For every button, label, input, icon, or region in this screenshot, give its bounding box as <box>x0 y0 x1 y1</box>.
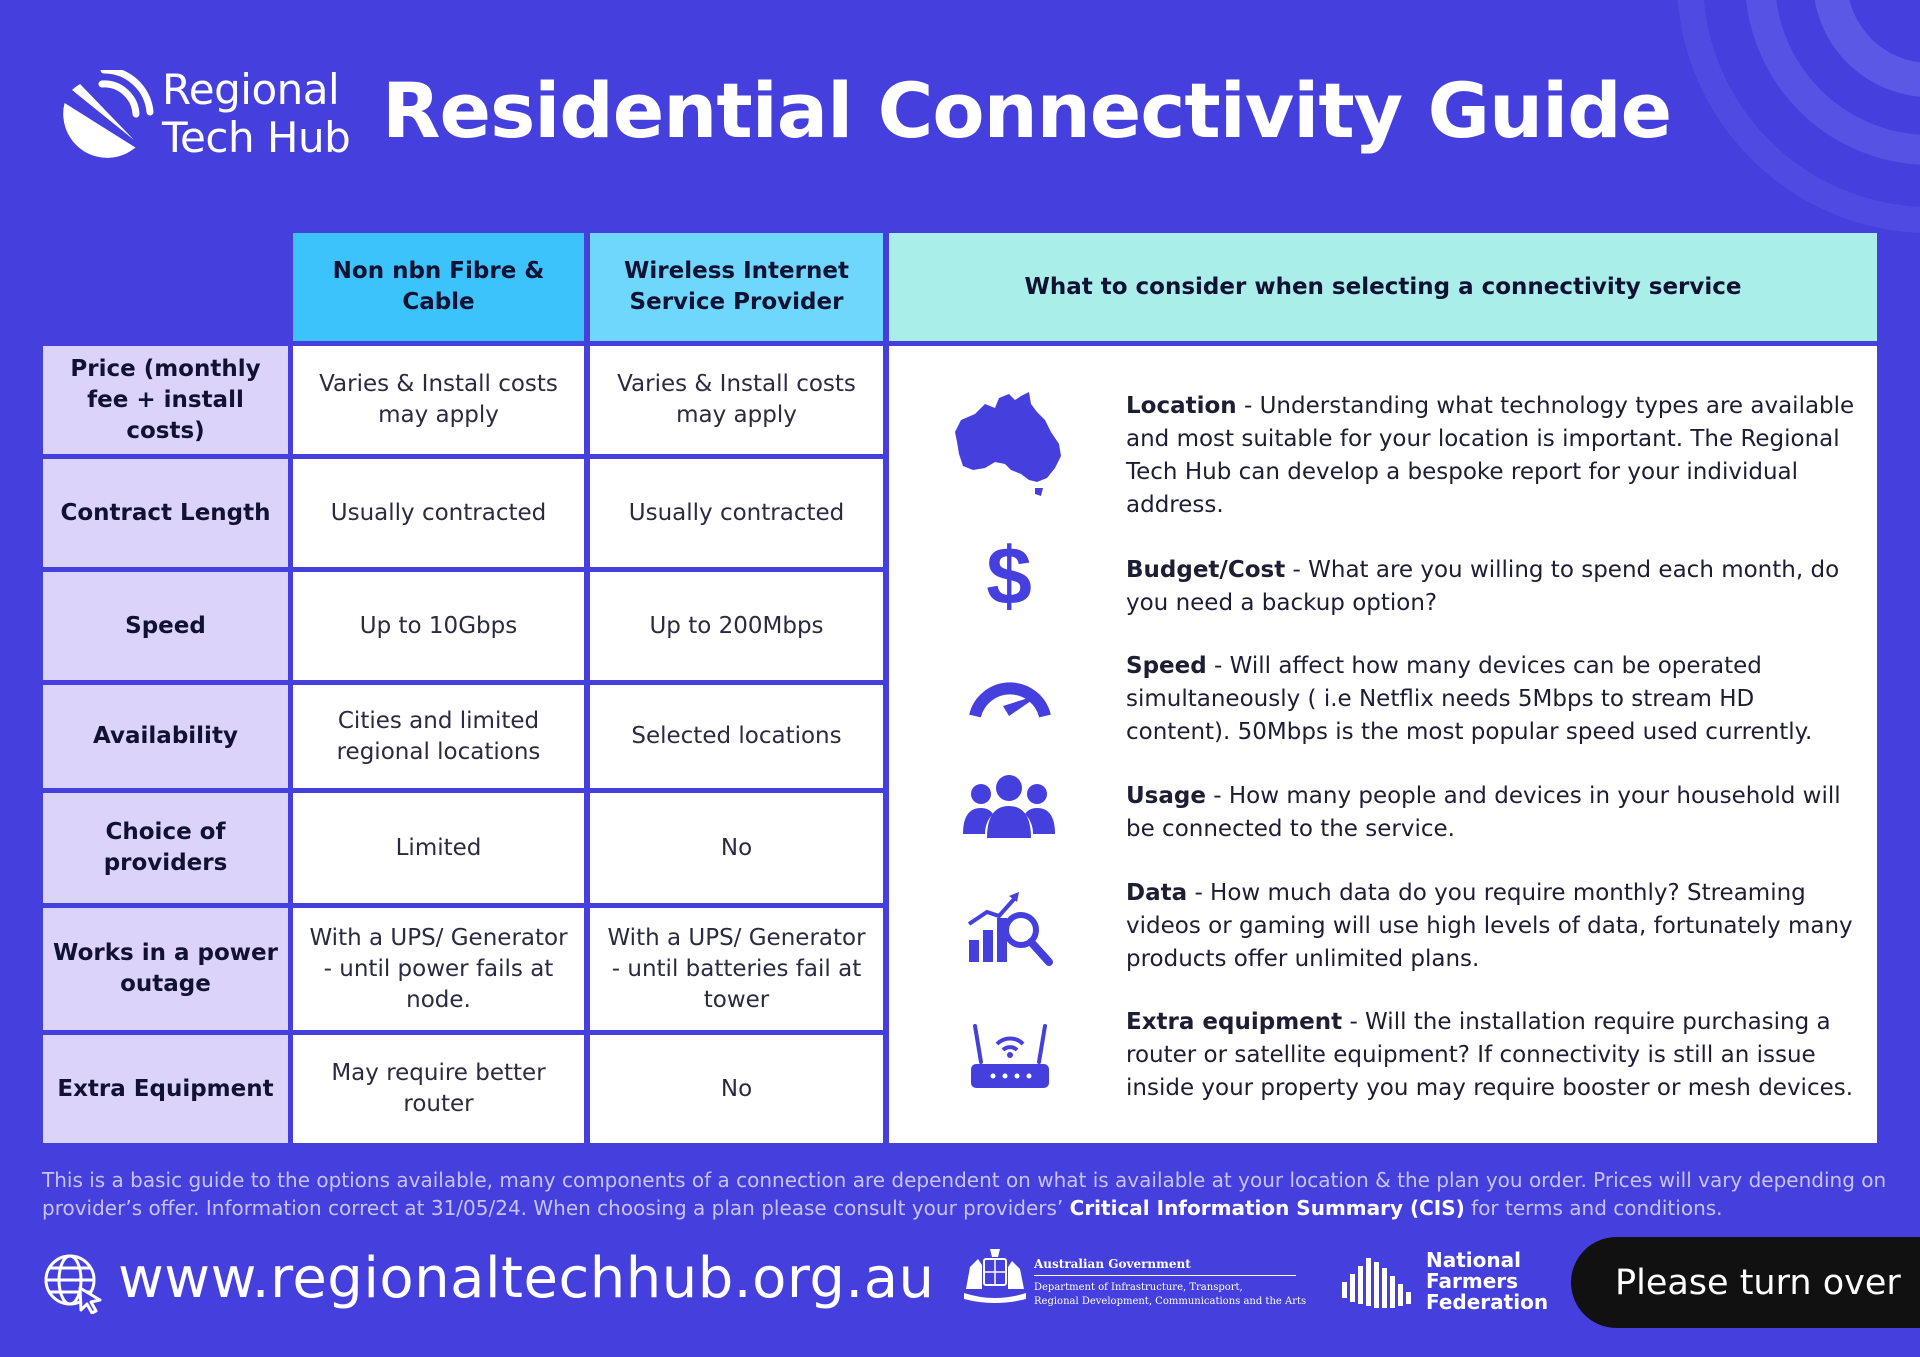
please-turn-over-badge <box>1571 1237 1920 1328</box>
cell-price-wireless: Varies & Install costs may apply <box>590 346 883 454</box>
gov-department <box>1034 1281 1314 1309</box>
consideration-description: - Will affect how many devices can be operated simultaneously ( i.e Netflix needs 5Mbps to stream HD content). 50Mbps is the most popular speed used currently. <box>1126 653 1813 745</box>
tech-hub-logo-icon <box>62 70 172 162</box>
disclaimer-text: This is a basic guide to the options available, many components of a connection are dependent on what is available at your location & the plan you order. Prices will vary depending on provider’s offer. Information correct at 31/05/24. When choosing a plan please consult your providers’ <box>42 1168 1887 1220</box>
column-header-fibre: Non nbn Fibre & Cable <box>293 233 584 341</box>
nff-line2: Farmers <box>1426 1269 1519 1293</box>
column-header-wireless: Wireless Internet Service Provider <box>590 233 883 341</box>
consideration-term: Extra equipment <box>1126 1009 1343 1035</box>
consideration-description: - How much data do you require monthly? Streaming videos or gaming will use high levels of data, fortunately many products offer unlimited plans. <box>1126 880 1853 972</box>
cell-power-outage-wireless: With a UPS/ Generator - until batteries fail at tower <box>590 908 883 1030</box>
cell-power-outage-fibre: With a UPS/ Generator - until power fails at node. <box>293 908 584 1030</box>
data-chart-icon <box>965 888 1055 966</box>
row-label-contract: Contract Length <box>43 459 288 567</box>
website-link[interactable]: www.regionaltechhub.org.au <box>118 1246 935 1311</box>
gov-divider <box>1034 1275 1296 1276</box>
row-label-speed: Speed <box>43 572 288 680</box>
brand-name <box>162 66 350 162</box>
cell-contract-fibre: Usually contracted <box>293 459 584 567</box>
cell-providers-wireless: No <box>590 793 883 903</box>
consideration-term: Usage <box>1126 783 1206 809</box>
gov-dept-line2: Regional Development, Communications and the Arts <box>1034 1296 1307 1307</box>
globe-cursor-icon <box>42 1252 104 1314</box>
coat-of-arms-icon <box>960 1245 1030 1309</box>
cell-price-fibre: Varies & Install costs may apply <box>293 346 584 454</box>
brand-name-line1: Regional <box>162 65 340 114</box>
consideration-extra-equipment <box>1126 1006 1856 1105</box>
turn-over-label: Please turn over <box>1615 1262 1901 1303</box>
page-title: Residential Connectivity Guide <box>382 66 1672 155</box>
brand-logo <box>62 66 362 166</box>
consideration-location <box>1126 390 1856 522</box>
nff-name <box>1426 1250 1548 1313</box>
nff-line1: National <box>1426 1248 1521 1272</box>
brand-name-line2: Tech Hub <box>162 113 351 162</box>
dollar-icon <box>979 536 1039 616</box>
cell-speed-wireless: Up to 200Mbps <box>590 572 883 680</box>
consideration-description: - Will the installation require purchasing a router or satellite equipment? If connectivity is still an issue inside your property you may require booster or mesh devices. <box>1126 1009 1854 1101</box>
column-header-considerations: What to consider when selecting a connectivity service <box>889 233 1877 341</box>
nff-logo <box>1340 1248 1549 1316</box>
consideration-budget <box>1126 554 1856 620</box>
considerations-panel <box>889 346 1877 1143</box>
consideration-usage <box>1126 780 1856 846</box>
consideration-term: Speed <box>1126 653 1207 679</box>
row-label-price: Price (monthly fee + install costs) <box>43 346 288 454</box>
speedometer-icon <box>965 654 1055 726</box>
disclaimer-text-end: for terms and conditions. <box>1464 1196 1723 1220</box>
row-label-providers: Choice of providers <box>43 793 288 903</box>
nff-wheat-icon <box>1340 1254 1416 1310</box>
consideration-data <box>1126 877 1856 976</box>
consideration-description: - What are you willing to spend each month, do you need a backup option? <box>1126 557 1840 616</box>
gov-dept-line1: Department of Infrastructure, Transport, <box>1034 1282 1243 1293</box>
row-label-power-outage: Works in a power outage <box>43 908 288 1030</box>
consideration-description: - How many people and devices in your household will be connected to the service. <box>1126 783 1841 842</box>
row-label-extra-equipment: Extra Equipment <box>43 1035 288 1143</box>
cell-providers-fibre: Limited <box>293 793 584 903</box>
cell-availability-fibre: Cities and limited regional locations <box>293 685 584 788</box>
people-icon <box>961 774 1057 840</box>
consideration-term: Budget/Cost <box>1126 557 1286 583</box>
australia-map-icon <box>951 390 1065 500</box>
svg-text:$: $ <box>986 536 1032 616</box>
disclaimer-cis: Critical Information Summary (CIS) <box>1069 1196 1465 1220</box>
nff-line3: Federation <box>1426 1290 1549 1314</box>
cell-speed-fibre: Up to 10Gbps <box>293 572 584 680</box>
australian-government-logo <box>960 1245 1310 1315</box>
row-label-availability: Availability <box>43 685 288 788</box>
consideration-term: Location <box>1126 393 1237 419</box>
gov-title: Australian Government <box>1034 1257 1191 1271</box>
cell-availability-wireless: Selected locations <box>590 685 883 788</box>
consideration-speed <box>1126 650 1856 749</box>
consideration-description: - Understanding what technology types are available and most suitable for your location is important. The Regional Tech Hub can develop a bespoke report for your individual address. <box>1126 393 1855 518</box>
consideration-term: Data <box>1126 880 1188 906</box>
disclaimer-note <box>42 1166 1892 1222</box>
router-icon <box>967 1022 1053 1094</box>
cell-contract-wireless: Usually contracted <box>590 459 883 567</box>
cell-extra-equipment-wireless: No <box>590 1035 883 1143</box>
cell-extra-equipment-fibre: May require better router <box>293 1035 584 1143</box>
